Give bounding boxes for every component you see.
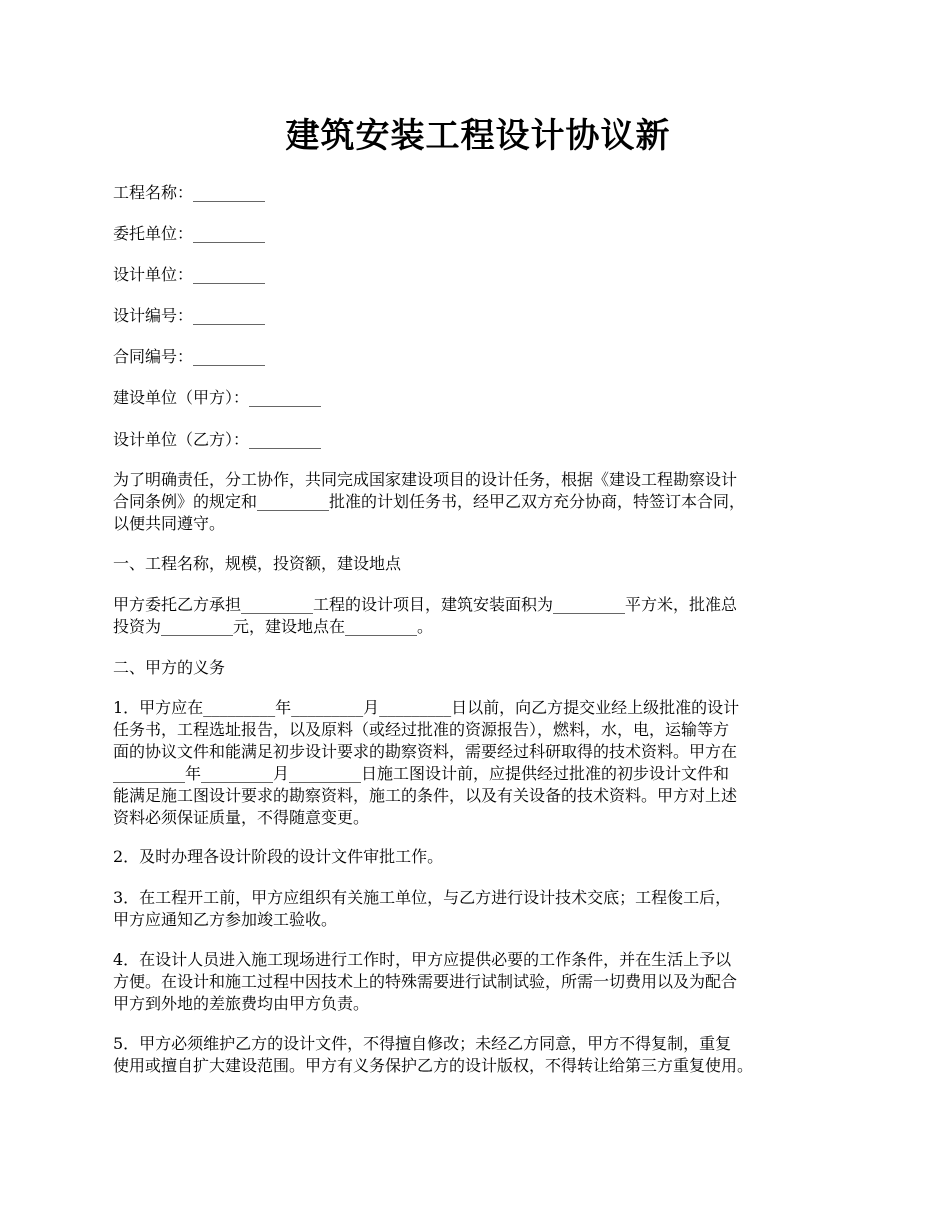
intro-line: 以便共同遵守。	[113, 514, 226, 533]
item-3-line: 甲方应通知乙方参加竣工验收。	[113, 910, 338, 929]
document-title: 建筑安装工程设计协议新	[285, 116, 671, 156]
item-1-line: _________年_________月_________日施工图设计前，应提供经过批准的初步设计文件和	[113, 764, 730, 783]
item-1-line: 任务书，工程选址报告，以及原料（或经过批准的资源报告），燃料，水，电，运输等方	[113, 720, 730, 739]
field-design-unit: 设计单位：_________	[113, 265, 266, 284]
item-5-line: 使用或擅自扩大建设范围。甲方有义务保护乙方的设计版权，不得转让给第三方重复使用。	[113, 1056, 754, 1075]
section2-heading: 二、甲方的义务	[113, 658, 226, 677]
intro-paragraph	[113, 469, 843, 535]
item-5	[113, 1033, 843, 1077]
field-party-b: 设计单位（乙方）：_________	[113, 430, 322, 449]
field-party-a: 建设单位（甲方）：_________	[113, 388, 322, 407]
item-1-line: 能满足施工图设计要求的勘察资料，施工的条件，以及有关设备的技术资料。甲方对上述	[113, 786, 738, 805]
field-design-number: 设计编号：_________	[113, 306, 266, 325]
item-2-line: 2．及时办理各设计阶段的设计文件审批工作。	[113, 847, 444, 866]
item-1-line: 资料必须保证质量，不得随意变更。	[113, 808, 370, 827]
item-1-line: 面的协议文件和能满足初步设计要求的勘察资料，需要经过科研取得的技术资料。甲方在	[113, 742, 738, 761]
item-3-line: 3．在工程开工前，甲方应组织有关施工单位，与乙方进行设计技术交底；工程俊工后，	[113, 888, 732, 907]
section1-line: 甲方委托乙方承担_________工程的设计项目，建筑安装面积为_________平方米，批准总	[113, 595, 738, 614]
item-4-line: 甲方到外地的差旅费均由甲方负责。	[113, 994, 370, 1013]
item-1-line: 1．甲方应在_________年_________月_________日以前，向乙方提交业经上级批准的设计	[113, 698, 740, 717]
field-contract-number: 合同编号：_________	[113, 347, 266, 366]
item-5-line: 5．甲方必须维护乙方的设计文件，不得擅自修改；未经乙方同意，甲方不得复制，重复	[113, 1034, 732, 1053]
item-1	[113, 697, 843, 829]
intro-line: 合同条例》的规定和_________批准的计划任务书，经甲乙双方充分协商，特签订本合同，	[113, 492, 746, 511]
field-project-name: 工程名称：_________	[113, 183, 266, 202]
item-4-line: 方便。在设计和施工过程中因技术上的特殊需要进行试制试验，所需一切费用以及为配合	[113, 972, 738, 991]
section1-body	[113, 594, 843, 638]
item-3	[113, 887, 843, 931]
intro-line: 为了明确责任，分工协作，共同完成国家建设项目的设计任务，根据《建设工程勘察设计	[113, 470, 738, 489]
item-2	[113, 846, 843, 868]
section1-heading: 一、工程名称，规模，投资额，建设地点	[113, 554, 402, 573]
section1-line: 投资为_________元，建设地点在_________。	[113, 617, 434, 636]
item-4	[113, 949, 843, 1015]
item-4-line: 4．在设计人员进入施工现场进行工作时，甲方应提供必要的工作条件，并在生活上予以	[113, 950, 732, 969]
field-client-unit: 委托单位：_________	[113, 224, 266, 243]
